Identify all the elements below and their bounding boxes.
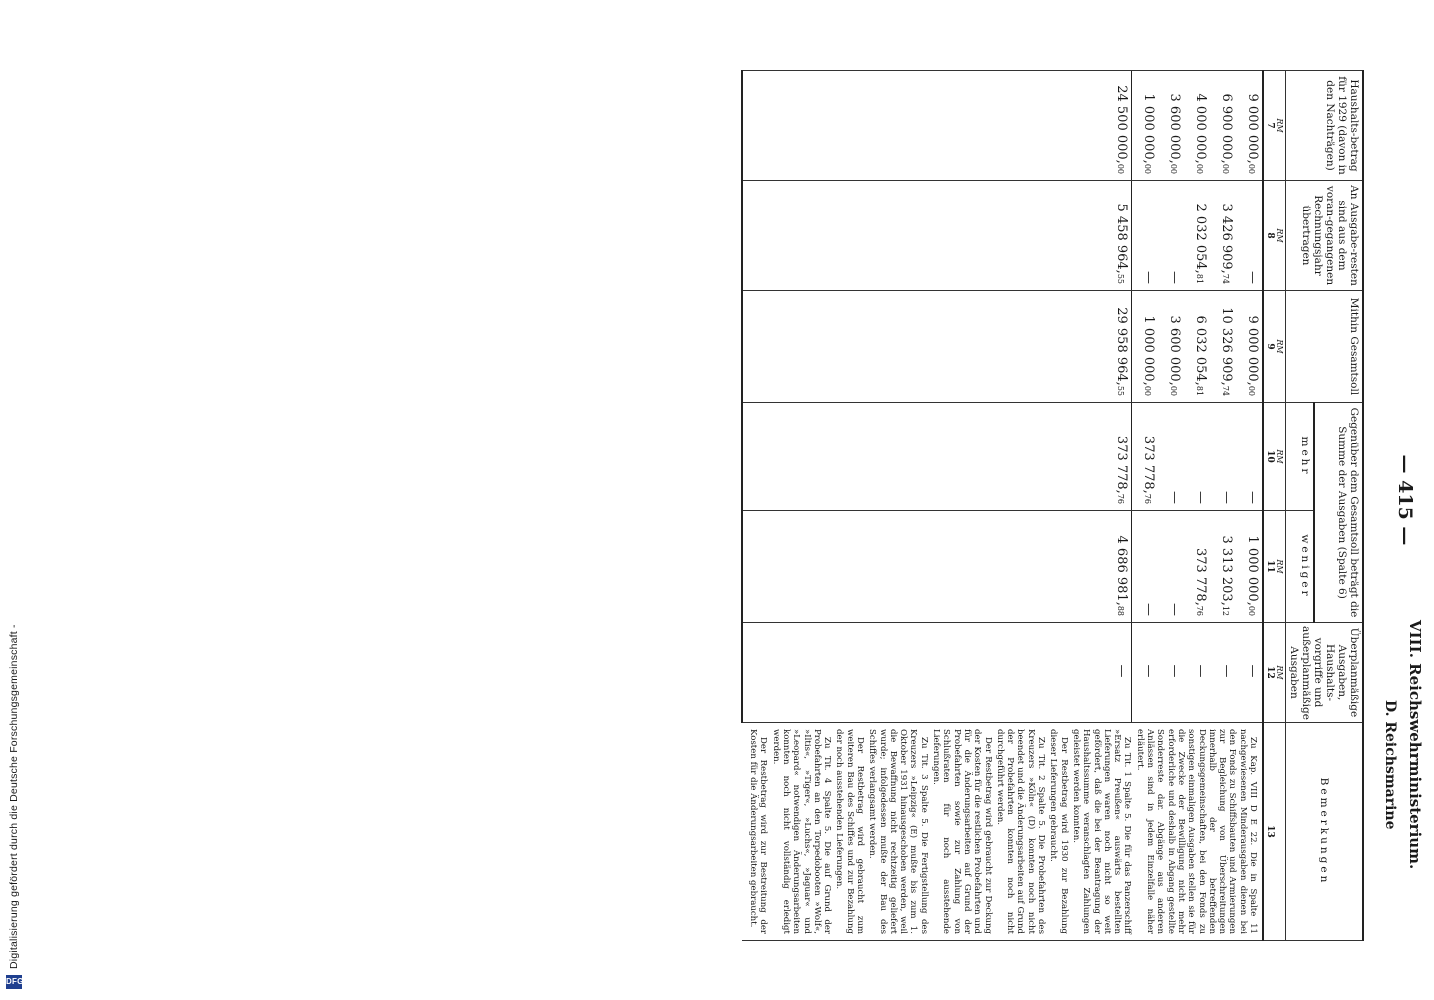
total-c12: —	[742, 623, 1132, 723]
colnum-11: RM 11	[1263, 511, 1286, 623]
total-c9: 29 958 964,55	[742, 291, 1132, 403]
cell-c9: 6 032 054,81	[1184, 291, 1210, 403]
remarks-cell	[742, 723, 1263, 941]
cell-c11: 373 778,76	[1184, 511, 1210, 623]
cell-c12: —	[1236, 623, 1263, 723]
cell-c9: 10 326 909,74	[1210, 291, 1236, 403]
cell-c10: —	[1210, 403, 1236, 511]
remark-para: Der Restbetrag wird zur Bestreitung der Kosten für die Änderungsarbeiten gebraucht.	[748, 729, 769, 935]
cell-c9: 3 600 000,00	[1158, 291, 1184, 403]
colnum-10: RM 10	[1263, 403, 1286, 511]
cell-c10: —	[1184, 403, 1210, 511]
cell-c12: —	[1210, 623, 1236, 723]
cell-c7: 4 000 000,00	[1184, 71, 1210, 181]
cell-c8: —	[1132, 181, 1159, 291]
colnum-12: RM 12	[1263, 623, 1286, 723]
cell-c11: 1 000 000,00	[1236, 511, 1263, 623]
remark-para: Zu Kap. VIII D E 22. Die in Spalte 11 nachgewiesenen Minderausgaben dienen bei den Fonds zu Schiffsbauten und Armierungen zur Begleichung von Überschreitungen innerhalb der betreffenden Deckungsgemeinschaften, bei den Fonds zu sonstigen einmaligen Ausgaben stellen sie für die Zwecke der Bewilligung nicht mehr erforderliche und deshalb in Abgang gestellte Sonderreste dar. Abgänge aus anderen Anlässen sind in jedem Einzelfalle näher erläutert.	[1134, 729, 1258, 935]
colnum-13: 13	[1263, 723, 1286, 941]
section-heading: D. Reichsmarine	[1382, 700, 1398, 830]
cell-c7: 6 900 000,00	[1210, 71, 1236, 181]
colnum-7: RM 7	[1263, 71, 1286, 181]
remark-para: Zu Tit. 3 Spalte 5. Die Fertigstellung des Kreuzers »Leipzig« (E) mußte bis zum 1. Oktober 1931 hinausgeschoben werden, weil die Bewaffnung nicht rechtzeitig geliefert wurde; infolgedessen mußte der Bau des Schiffes verlangsamt werden.	[867, 729, 929, 935]
cell-c10: 373 778,76	[1132, 403, 1159, 511]
cell-c11: —	[1132, 511, 1159, 623]
cell-c8: —	[1236, 181, 1263, 291]
total-c11: 4 686 981,88	[742, 511, 1132, 623]
cell-c11: 3 313 203,12	[1210, 511, 1236, 623]
total-c10: 373 778,76	[742, 403, 1132, 511]
cell-c8: 2 032 054,81	[1184, 181, 1210, 291]
cell-c7: 1 000 000,00	[1132, 71, 1159, 181]
remark-para: Zu Tit. 2 Spalte 5. Die Probefahrten des Kreuzers »Köln« (D) konnten noch nicht beendet und die Änderungsarbeiten auf Grund der Probefahrten konnten noch nicht durchgeführt werden.	[994, 729, 1047, 935]
cell-c7: 9 000 000,00	[1236, 71, 1263, 181]
colnum-8: RM 8	[1263, 181, 1286, 291]
dfg-logo: DFG	[6, 975, 22, 989]
cell-c9: 9 000 000,00	[1236, 291, 1263, 403]
colnum-9: RM 9	[1263, 291, 1286, 403]
header-gesamtsoll: Mithin Gesamtsoll	[1286, 291, 1364, 403]
cell-c9: 1 000 000,00	[1132, 291, 1159, 403]
cell-c10: —	[1158, 403, 1184, 511]
remark-para: Der Restbetrag wird gebraucht zur Deckung der Kosten für die restlichen Probefahrten und für die Änderungsarbeiten auf Grund der Probefahrten sowie zur Zahlung von Schlußraten für noch ausstehende Lieferungen.	[931, 729, 993, 935]
header-ueberplanmaessig: Überplanmäßige Ausgaben, Haushalts-vorgriffe und außerplanmäßige Ausgaben	[1286, 623, 1364, 723]
cell-c8: —	[1158, 181, 1184, 291]
side-note-text: Digitalisierung gefördert durch die Deutsche Forschungsgemeinschaft -	[8, 624, 20, 969]
total-c8: 5 458 964,55	[742, 181, 1132, 291]
cell-c12: —	[1184, 623, 1210, 723]
cell-c8: 3 426 909,74	[1210, 181, 1236, 291]
header-bemerkungen: Bemerkungen	[1286, 723, 1364, 941]
header-haushaltsbetrag: Haushalts-betrag für 1929 (davon in den Nachträgen)	[1286, 71, 1364, 181]
budget-table	[94, 70, 1364, 940]
header-mehr: mehr	[1286, 403, 1315, 511]
page-number: — 415 —	[1394, 454, 1416, 546]
cell-c12: —	[1132, 623, 1159, 723]
remark-para: Der Restbetrag wird 1930 zur Bezahlung dieser Lieferungen gebraucht.	[1048, 729, 1069, 935]
remark-para: Zu Tit. 4 Spalte 5. Die auf Grund der Probefahrten an den Torpedobooten »Wolf«, »Iltis«, »Tiger«, »Luchs«, »Jaguar« und »Leopard« notwendigen Änderungsarbeiten konnten noch nicht vollständig erledigt werden.	[770, 729, 833, 935]
table-row	[1236, 71, 1263, 941]
header-ausgabereste: An Ausgabe-resten sind aus dem voran-gegangenen Rechnungsjahr übertragen	[1286, 181, 1364, 291]
cell-c11: —	[1158, 511, 1184, 623]
chapter-heading: VIII. Reichswehrministerium.	[1406, 620, 1424, 870]
cell-c10: —	[1236, 403, 1263, 511]
remark-para: Zu Tit. 1 Spalte 5. Die für das Panzerschiff »Ersatz Preußen« auswärts bestellten Lieferungen waren noch nicht so weit gefördert, daß die bei der Beantragung der Haushaltssumme veranschlagten Zahlungen geleistet werden konnten.	[1070, 729, 1133, 935]
remark-para: Der Restbetrag wird gebraucht zum weiteren Bau des Schiffes und zur Bezahlung der noch ausstehenden Lieferungen.	[834, 729, 866, 935]
cell-c12: —	[1158, 623, 1184, 723]
cell-c7: 3 600 000,00	[1158, 71, 1184, 181]
header-gegenueber: Gegenüber dem Gesamtsoll beträgt die Summe der Ausgaben (Spalte 6)	[1314, 403, 1363, 623]
header-weniger: weniger	[1286, 511, 1315, 623]
total-c7: 24 500 000,00	[742, 71, 1132, 181]
